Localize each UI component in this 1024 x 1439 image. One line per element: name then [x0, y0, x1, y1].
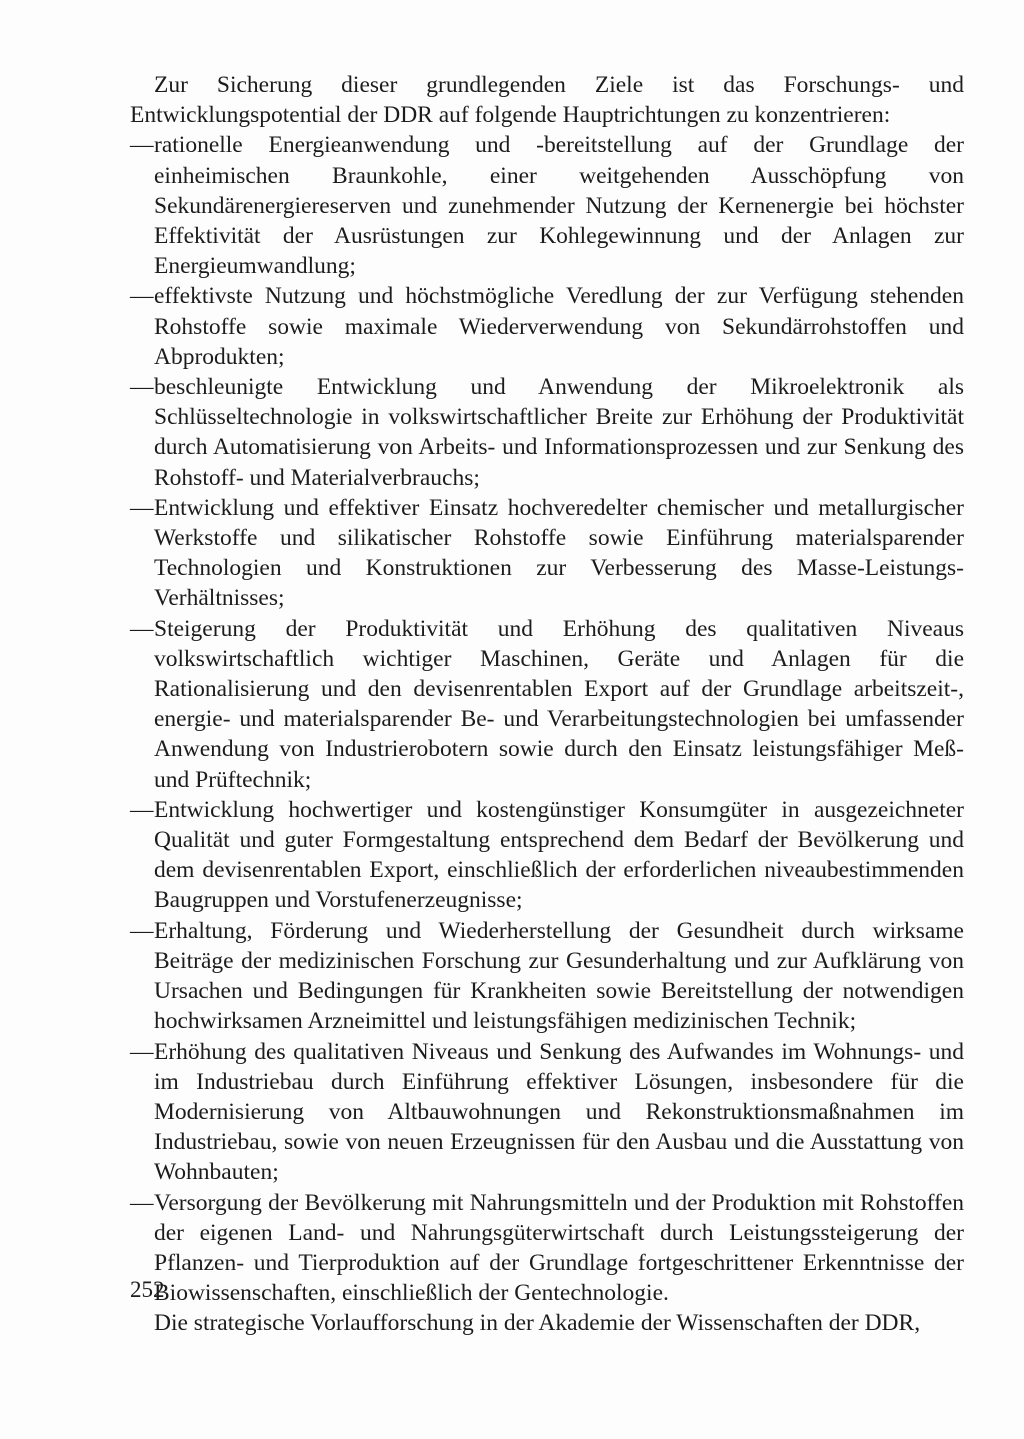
dash-marker: —: [130, 494, 154, 521]
body-text: [130, 70, 964, 1339]
list-item-text: beschleunigte Entwicklung und Anwendung der Mikroelektronik als Schlüsseltechnologie in volkswirtschaftlicher Breite zur Erhöhung der Produktivität durch Automatisierung von Arbeits- und Informationsprozessen und zur Senkung des Rohstoff- und Materialverbrauchs;: [154, 374, 964, 491]
dash-marker: —: [130, 917, 154, 944]
page-number: 252: [130, 1277, 165, 1302]
list-item: [130, 1188, 964, 1309]
list-item: [130, 130, 964, 281]
list-item: [130, 614, 964, 795]
intro-paragraph: Zur Sicherung dieser grundlegenden Ziele ist das Forschungs- und Entwicklungspotential der DDR auf folgende Hauptrichtungen zu konzentrieren:: [130, 72, 964, 129]
dash-marker: —: [130, 615, 154, 642]
list-item: [130, 372, 964, 493]
list-item-text: Entwicklung hochwertiger und kostengünstiger Konsumgüter in ausgezeichneter Qualität und guter Formgestaltung entsprechend dem Bedarf der Bevölkerung und dem devisenrentablen Export, einschließlich der erforderlichen niveaubestimmenden Baugruppen und Vorstufenerzeugnisse;: [154, 796, 964, 914]
list-item-text: rationelle Energieanwendung und -bereitstellung auf der Grundlage der einheimischen Braunkohle, einer weitgehenden Ausschöpfung von Sekundärenergiereserven und zunehmender Nutzung der Kernenergie bei höchster Effektivität der Ausrüstungen zur Kohlegewinnung und der Anlagen zur Energieumwandlung;: [154, 132, 964, 280]
dash-marker: —: [130, 132, 154, 159]
dash-marker: —: [130, 1038, 154, 1065]
dash-marker: —: [130, 1189, 154, 1216]
closing-paragraph: Die strategische Vorlaufforschung in der Akademie der Wissenschaften der DDR,: [154, 1310, 921, 1337]
dash-marker: —: [130, 283, 154, 310]
list-item-text: Erhaltung, Förderung und Wiederherstellung der Gesundheit durch wirksame Beiträge der medizinischen Forschung zur Gesunderhaltung und zur Aufklärung von Ursachen und Bedingungen für Krankheiten sowie Bereitstellung der notwendigen hochwirksamen Arzneimittel und leistungsfähigen medizinischen Technik;: [154, 917, 964, 1035]
priority-list: [130, 130, 964, 1308]
list-item: [130, 1037, 964, 1188]
list-item-text: Versorgung der Bevölkerung mit Nahrungsmitteln und der Produktion mit Rohstoffen der eigenen Land- und Nahrungsgüterwirtschaft durch Leistungssteigerung der Pflanzen- und Tierproduktion auf der Grundlage fortgeschrittener Erkenntnisse der Biowissenschaften, einschließlich der Gentechnologie.: [154, 1189, 964, 1307]
dash-marker: —: [130, 796, 154, 823]
list-item-text: Entwicklung und effektiver Einsatz hochveredelter chemischer und metallurgischer Werkstoffe und silikatischer Rohstoffe sowie Einführung materialsparender Technologien und Konstruktionen zur Verbesserung des Masse-Leistungs-Verhältnisses;: [154, 494, 964, 612]
list-item-text: effektivste Nutzung und höchstmögliche Veredlung der zur Verfügung stehenden Rohstoffe sowie maximale Wiederverwendung von Sekundärrohstoffen und Abprodukten;: [154, 283, 964, 370]
list-item-text: Erhöhung des qualitativen Niveaus und Senkung des Aufwandes im Wohnungs- und im Industriebau durch Einführung effektiver Lösungen, insbesondere für die Modernisierung von Altbauwohnungen und Rekonstruktionsmaßnahmen im Industriebau, sowie von neuen Erzeugnissen für den Ausbau und die Ausstattung von Wohnbauten;: [154, 1038, 964, 1186]
list-item: [130, 281, 964, 372]
dash-marker: —: [130, 374, 154, 401]
list-item: [130, 916, 964, 1037]
list-item: [130, 493, 964, 614]
list-item: [130, 795, 964, 916]
list-item-text: Steigerung der Produktivität und Erhöhung des qualitativen Niveaus volkswirtschaftlich wichtiger Maschinen, Geräte und Anlagen für die Rationalisierung und den devisenrentablen Export auf der Grundlage arbeitszeit-, energie- und materialsparender Be- und Verarbeitungstechnologien bei umfassender Anwendung von Industrierobotern sowie durch den Einsatz leistungsfähiger Meß- und Prüftechnik;: [154, 615, 964, 793]
